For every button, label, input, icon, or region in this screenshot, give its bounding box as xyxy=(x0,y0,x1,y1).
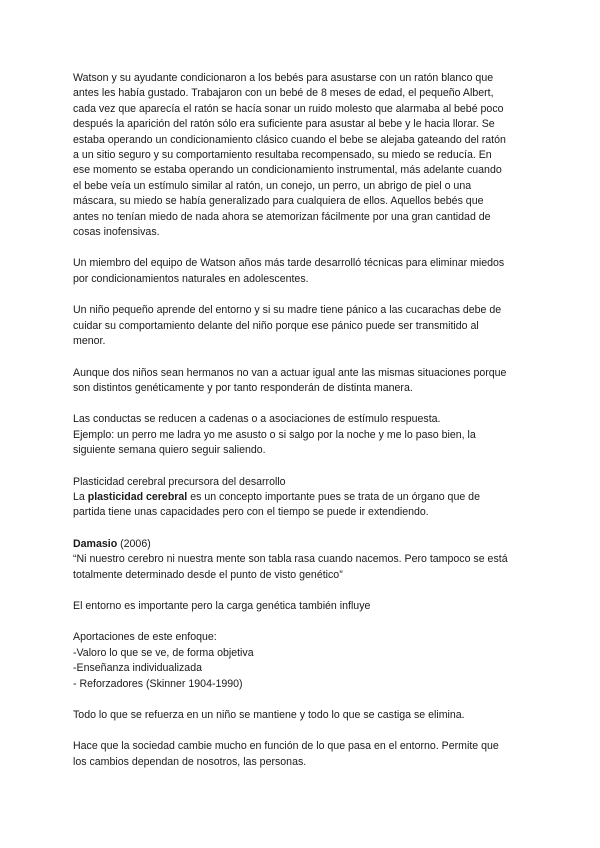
paragraph-sociedad: Hace que la sociedad cambie mucho en función de lo que pasa en el entorno. Permite que los cambios dependan de nosotros, las personas. xyxy=(73,740,499,768)
paragraph-conducts: Las conductas se reducen a cadenas o a asociaciones de estímulo respuesta. Ejemplo: un perro me ladra yo me asusto o si salgo por la noche y me lo paso bien, la siguiente semana quiero seguir saliendo. xyxy=(73,413,476,457)
plasticity-text-post: es un concepto importante pues se trata de un órgano que de partida tiene unas capacidades pero con el tiempo se puede ir extendiendo. xyxy=(73,490,480,519)
plasticity-heading: Plasticidad cerebral precursora del desarrollo xyxy=(73,475,286,488)
aportaciones-heading: Aportaciones de este enfoque: xyxy=(73,631,217,644)
paragraph-damasio xyxy=(73,537,533,583)
paragraph-watson-experiment: Watson y su ayudante condicionaron a los bebés para asustarse con un ratón blanco que antes les había gustado. Trabajaron con un bebé de 8 meses de edad, el pequeño Albert, cada vez que aparecía el ratón se hacía sonar un ruido molesto que alarmaba al bebé poco después la aparición del ratón sólo era suficiente para asustar al bebe y le hacia llorar. Se estaba operando un condicionamiento clásico cuando el bebe se alejaba gateando del ratón a un sitio seguro y su comportamiento resultaba recompensado, su miedo se reducía. En ese momento se estaba operando un condicionamiento instrumental, más adelante cuando el bebe veía un estímulo similar al ratón, un conejo, un perro, un abrigo de piel o una máscara, su miedo se había generalizado para cualquiera de ellos. Aquellos bebés que antes no tenían miedo de nada ahora se atemorizan fácilmente por una gran cantidad de cosas inofensivas. xyxy=(73,72,506,239)
plasticity-bold-term: plasticidad cerebral xyxy=(87,490,188,503)
aportaciones-item: -Valoro lo que se ve, de forma objetiva xyxy=(73,646,254,659)
paragraph-siblings: Aunque dos niños sean hermanos no van a actuar igual ante las mismas situaciones porque son distintos genéticamente y por tanto responderán de distinta manera. xyxy=(73,366,507,394)
paragraph-entorno: El entorno es importante pero la carga genética también influye xyxy=(73,599,371,612)
plasticity-text-pre: La xyxy=(73,490,88,503)
paragraph-plasticity xyxy=(73,475,533,521)
paragraph-refuerzo: Todo lo que se refuerza en un niño se mantiene y todo lo que se castiga se elimina. xyxy=(73,709,465,721)
damasio-quote: “Ni nuestro cerebro ni nuestra mente son tabla rasa cuando nacemos. Pero tampoco se está totalmente determinado desde el punto de visto genético” xyxy=(73,553,508,581)
aportaciones-item: - Reforzadores (Skinner 1904-1990) xyxy=(73,677,243,690)
damasio-year: (2006) xyxy=(117,537,151,550)
damasio-name: Damasio xyxy=(73,537,118,550)
paragraph-watson-team: Un miembro del equipo de Watson años más tarde desarrolló técnicas para eliminar miedos por condicionamientos naturales en adolescentes. xyxy=(73,257,505,285)
document-body xyxy=(73,71,533,770)
paragraph-aportaciones xyxy=(73,630,533,692)
aportaciones-item: -Enseñanza individualizada xyxy=(73,662,202,675)
paragraph-child-learning: Un niño pequeño aprende del entorno y si su madre tiene pánico a las cucarachas debe de cuidar su comportamiento delante del niño porque ese pánico puede ser transmitido al menor. xyxy=(73,304,502,348)
